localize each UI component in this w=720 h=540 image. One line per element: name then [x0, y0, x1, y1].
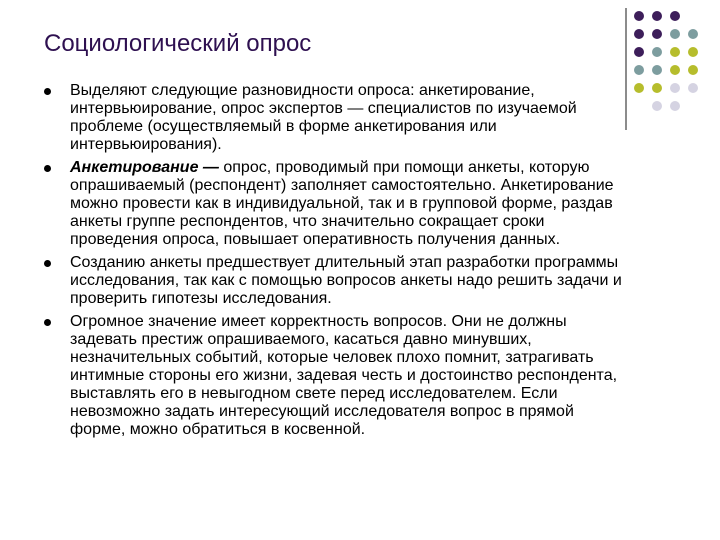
decorative-dot: [652, 101, 662, 111]
decorative-dot: [670, 47, 680, 57]
decorative-dot: [652, 47, 662, 57]
bullet-list: [44, 82, 624, 444]
decorative-dot: [652, 11, 662, 21]
decorative-dot: [688, 83, 698, 93]
decorative-dot: [634, 29, 644, 39]
bullet-text: Выделяют следующие разновидности опроса: анкетирование, интервьюирование, опрос экспертов — специалистов по изучаемой проблеме (осуществляемый в форме анкетирования или интервьюирования).: [70, 82, 577, 153]
bullet-item: [44, 82, 624, 154]
decorative-dot: [688, 65, 698, 75]
decorative-dot: [634, 65, 644, 75]
decorative-dot: [652, 65, 662, 75]
decorative-dot: [652, 29, 662, 39]
bullet-dot-icon: [44, 260, 51, 267]
bullet-text: Огромное значение имеет корректность вопросов. Они не должны задевать престиж опрашиваемого, касаться давно минувших, незначительных событий, которые человек плохо помнит, затрагивать интимные стороны его жизни, задевая честь и достоинство респондента, выставлять его в невыгодном свете перед исследователем. Если невозможно задать интересующий исследователя вопрос в прямой форме, можно обратиться в косвенной.: [70, 313, 618, 438]
decorative-dot: [652, 83, 662, 93]
decorative-dot: [670, 11, 680, 21]
bullet-text: опрос, проводимый при помощи анкеты, которую опрашиваемый (респондент) заполняет самостоятельно. Анкетирование можно провести как в индивидуальной, так и в групповой форме, раздав анкеты группе респондентов, что значительно сокращает сроки проведения опроса, повышает оперативность получения данных.: [70, 159, 614, 248]
bullet-term: Анкетирование —: [70, 159, 219, 176]
slide-title: Социологический опрос: [44, 30, 312, 57]
decorative-dot: [670, 65, 680, 75]
bullet-item: [44, 313, 624, 439]
bullet-dot-icon: [44, 88, 51, 95]
decorative-dot: [634, 83, 644, 93]
bullet-item: [44, 254, 624, 308]
decorative-dot: [634, 11, 644, 21]
decorative-dot: [688, 29, 698, 39]
bullet-text: Созданию анкеты предшествует длительный этап разработки программы исследования, так как с помощью вопросов анкеты надо решить задачи и проверить гипотезы исследования.: [70, 254, 622, 307]
decorative-divider: [625, 8, 627, 130]
decorative-dot: [634, 47, 644, 57]
decorative-dot: [670, 29, 680, 39]
decorative-dot: [670, 101, 680, 111]
bullet-dot-icon: [44, 165, 51, 172]
bullet-dot-icon: [44, 319, 51, 326]
bullet-item: [44, 159, 624, 249]
decorative-dot: [688, 47, 698, 57]
dot-grid-icon: [634, 11, 706, 121]
decorative-dot: [670, 83, 680, 93]
